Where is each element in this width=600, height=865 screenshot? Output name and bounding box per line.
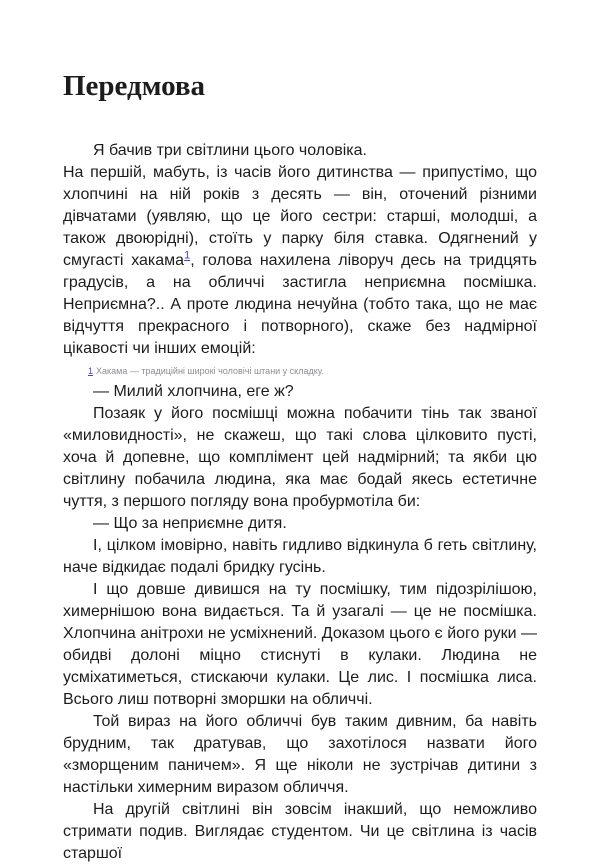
paragraph-7: І що довше дивишся на ту посмішку, тим підозрілішою, химернішою вона видається. Та й узагалі — це не посмішка. Хлопчина анітрохи не усміхнений. Доказом цього є його руки — обидві долоні міцно стиснуті в кулаки. Людина не усміхатиметься, стискаючи кулаки. Це лис. І посмішка лиса. Всього лиш потворні зморшки на обличчі.	[63, 581, 537, 708]
footnote-ref-link[interactable]: 1	[184, 249, 191, 262]
paragraph-4: Позаяк у його посмішці можна побачити тінь так званої «миловидності», не скажеш, що такі слова цілковито пусті, хоча й допевне, що комплімент цей надмірний; та якби цю світлину побачила людина, яка має бодай якесь естетичне чуття, з першого погляду вона пробурмотіла би:	[63, 405, 537, 510]
footnote-marker-link[interactable]: 1	[88, 366, 94, 376]
footnote	[88, 365, 537, 377]
paragraph-2	[63, 162, 537, 360]
paragraph-8: Той вираз на його обличчі був таким дивним, ба навіть брудним, так дратував, що захотілося назвати його «зморщеним паничем». Я ще ніколи не зустрічав дитини з настільки химерним виразом обличчя.	[63, 713, 537, 796]
paragraph-2-after-ref: , голова нахилена ліворуч десь на тридцять градусів, а на обличчі застигла неприємна посмішка. Неприємна?.. А проте людина нечуйна (тобто така, що не має відчуття прекрасного і потворного), скаже без надмірної цікавості чи інших емоцій:	[63, 252, 537, 357]
body-text	[63, 140, 537, 865]
paragraph-2-before-ref: На першій, мабуть, із часів його дитинства — припустімо, що хлопчині на ній років з десять — він, оточений різними дівчатами (уявляю, що це його сестри: старші, молодші, а також двоюрідні), стоїть у парку біля ставка. Одягнений у смугасті хакама	[63, 164, 537, 269]
paragraph-6: І, цілком імовірно, навіть гидливо відкинула б геть світлину, наче відкидає подалі бридку гусінь.	[63, 537, 537, 576]
chapter-title: Передмова	[63, 70, 206, 102]
paragraph-1: Я бачив три світлини цього чоловіка.	[93, 142, 367, 159]
paragraph-5: — Що за неприємне дитя.	[93, 515, 287, 532]
paragraph-3: — Милий хлопчина, еге ж?	[93, 383, 294, 400]
paragraph-9: На другій світлині він зовсім інакший, що неможливо стримати подив. Виглядає студентом. Чи це світлина із часів старшої	[63, 801, 537, 862]
footnote-text: Хакама — традиційні широкі чоловічі штани у складку.	[96, 366, 324, 376]
